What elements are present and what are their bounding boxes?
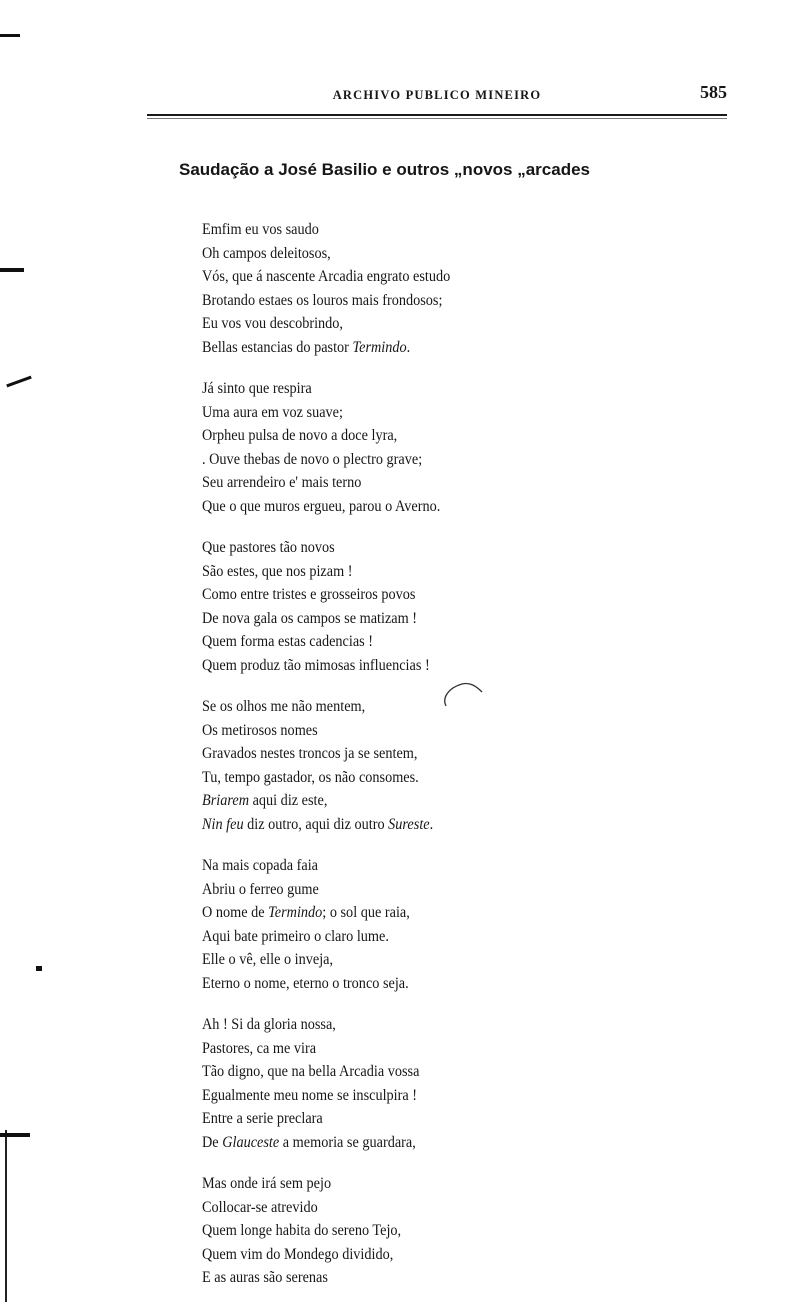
poem-line-text: Quem produz tão mimosas influencias !: [202, 656, 430, 674]
poem-line-text: Eu vos vou descobrindo,: [202, 315, 344, 332]
poem-line: [202, 654, 699, 678]
poem-line: [202, 1107, 699, 1131]
poem-line-text: Que o que muros ergueu, parou o Averno.: [202, 497, 441, 515]
poem-line: [202, 1131, 699, 1155]
scan-edge-mark: [6, 376, 31, 388]
poem-line: [202, 536, 699, 560]
poem-line: [202, 336, 699, 360]
poem-line-text: Termindo: [268, 904, 323, 921]
poem-line: [202, 1060, 699, 1084]
poem-line-text: Ah ! Si da gloria nossa,: [202, 1016, 336, 1033]
poem-line-text: Quem longe habita do sereno Tejo,: [202, 1222, 402, 1239]
poem-body: [202, 218, 742, 1308]
poem-line-text: Como entre tristes e grosseiros povos: [202, 586, 416, 603]
poem-line: [202, 218, 699, 242]
scan-edge-mark: [5, 1130, 7, 1302]
poem-line-text: Que pastores tão novos: [202, 539, 335, 556]
scan-edge-mark: [0, 268, 24, 272]
poem-line-text: Quem vim do Mondego dividido,: [202, 1245, 394, 1263]
poem-stanza: [202, 1172, 742, 1290]
scan-edge-mark: [0, 1133, 30, 1137]
poem-line-text: Entre a serie preclara: [202, 1110, 323, 1127]
poem-line-text: Gravados nestes troncos ja se sentem,: [202, 745, 418, 762]
poem-line: [202, 789, 699, 813]
poem-line: [202, 742, 699, 766]
poem-stanza: [202, 695, 742, 836]
poem-line-text: De: [202, 1133, 223, 1151]
poem-line: [202, 265, 699, 289]
poem-line: [202, 719, 699, 743]
poem-line: [202, 583, 699, 607]
poem-line: [202, 1037, 699, 1061]
poem-line-text: Orpheu pulsa de novo a doce lyra,: [202, 427, 398, 444]
poem-stanza: [202, 1013, 742, 1154]
poem-line: [202, 695, 699, 719]
poem-line: [202, 854, 699, 878]
poem-line: [202, 630, 699, 654]
poem-line: [202, 1219, 699, 1243]
poem-line-text: a memoria se guardara,: [279, 1133, 416, 1151]
poem-line: [202, 1243, 699, 1267]
poem-line: [202, 495, 699, 519]
poem-line-text: De nova gala os campos se matizam !: [202, 609, 418, 627]
poem-line-text: aqui diz este,: [249, 792, 328, 809]
poem-line-text: O nome de: [202, 904, 269, 921]
poem-line: [202, 1172, 699, 1196]
poem-line: [202, 242, 699, 266]
poem-line-text: ; o sol que raia,: [322, 904, 410, 921]
scan-edge-mark: [0, 34, 20, 37]
poem-line-text: Se os olhos me não mentem,: [202, 698, 366, 715]
poem-line: [202, 878, 699, 902]
poem-line: [202, 607, 699, 631]
header-rule: [147, 118, 727, 119]
poem-stanza: [202, 854, 742, 995]
poem-line-text: Quem forma estas cadencias !: [202, 633, 374, 650]
poem-line-text: Abriu o ferreo gume: [202, 880, 319, 898]
poem-line-text: Aqui bate primeiro o claro lume.: [202, 927, 389, 945]
poem-line-text: Tu, tempo gastador, os não consomes.: [202, 768, 419, 786]
poem-line-text: Emfim eu vos saudo: [202, 221, 319, 238]
poem-line: [202, 813, 699, 837]
poem-title: Saudação a José Basilio e outros „novos „arcades: [179, 160, 590, 179]
poem-line: [202, 560, 699, 584]
poem-line: [202, 289, 699, 313]
poem-line-text: Briarem: [202, 792, 250, 809]
poem-line-text: Os metirosos nomes: [202, 721, 318, 739]
poem-stanza: [202, 377, 742, 518]
poem-line-text: Oh campos deleitosos,: [202, 244, 331, 262]
poem-line-text: . Ouve thebas de novo o plectro grave;: [202, 450, 423, 468]
page-header: [147, 80, 727, 114]
poem-line-text: Já sinto que respira: [202, 380, 312, 397]
poem-line-text: E as auras são serenas: [202, 1269, 328, 1286]
poem-line-text: Bellas estancias do pastor: [202, 338, 353, 356]
poem-line-text: .: [406, 338, 411, 356]
poem-line: [202, 948, 699, 972]
poem-line: [202, 471, 699, 495]
poem-line: [202, 312, 699, 336]
poem-line-text: Mas onde irá sem pejo: [202, 1175, 332, 1192]
poem-stanza: [202, 536, 742, 677]
poem-line-text: Glauceste: [222, 1133, 280, 1151]
poem-line: [202, 1013, 699, 1037]
poem-line: [202, 925, 699, 949]
poem-line-text: Na mais copada faia: [202, 857, 319, 874]
scan-edge-mark: [36, 966, 42, 971]
poem-line-text: Pastores, ca me vira: [202, 1039, 317, 1057]
poem-stanza: [202, 218, 742, 359]
poem-line-text: .: [429, 815, 434, 833]
poem-line: [202, 448, 699, 472]
poem-line: [202, 1196, 699, 1220]
poem-line: [202, 1084, 699, 1108]
header-rule: [147, 114, 727, 116]
poem-line-text: Egualmente meu nome se insculpira !: [202, 1086, 418, 1104]
poem-line-text: Eterno o nome, eterno o tronco seja.: [202, 974, 409, 992]
poem-line-text: Elle o vê, elle o inveja,: [202, 951, 334, 968]
poem-line: [202, 377, 699, 401]
poem-line-text: Termindo: [352, 338, 407, 356]
poem-line-text: Sureste: [388, 815, 430, 833]
poem-line: [202, 401, 699, 425]
poem-line: [202, 901, 699, 925]
poem-line-text: diz outro, aqui diz outro: [243, 815, 389, 833]
poem-line-text: Vós, que á nascente Arcadia engrato estudo: [202, 268, 451, 285]
poem-line: [202, 972, 699, 996]
poem-line-text: Nin feu: [202, 815, 244, 833]
poem-line-text: Uma aura em voz suave;: [202, 403, 343, 421]
poem-line-text: Brotando estaes os louros mais frondosos;: [202, 291, 443, 309]
poem-line: [202, 1266, 699, 1290]
poem-line-text: São estes, que nos pizam !: [202, 562, 353, 580]
poem-line: [202, 424, 699, 448]
poem-line: [202, 766, 699, 790]
poem-line-text: Collocar-se atrevido: [202, 1198, 318, 1216]
poem-line-text: Seu arrendeiro e' mais terno: [202, 474, 362, 491]
running-title: ARCHIVO PUBLICO MINEIRO: [332, 88, 542, 102]
poem-line-text: Tão digno, que na bella Arcadia vossa: [202, 1063, 420, 1080]
page-number: 585: [700, 82, 727, 102]
